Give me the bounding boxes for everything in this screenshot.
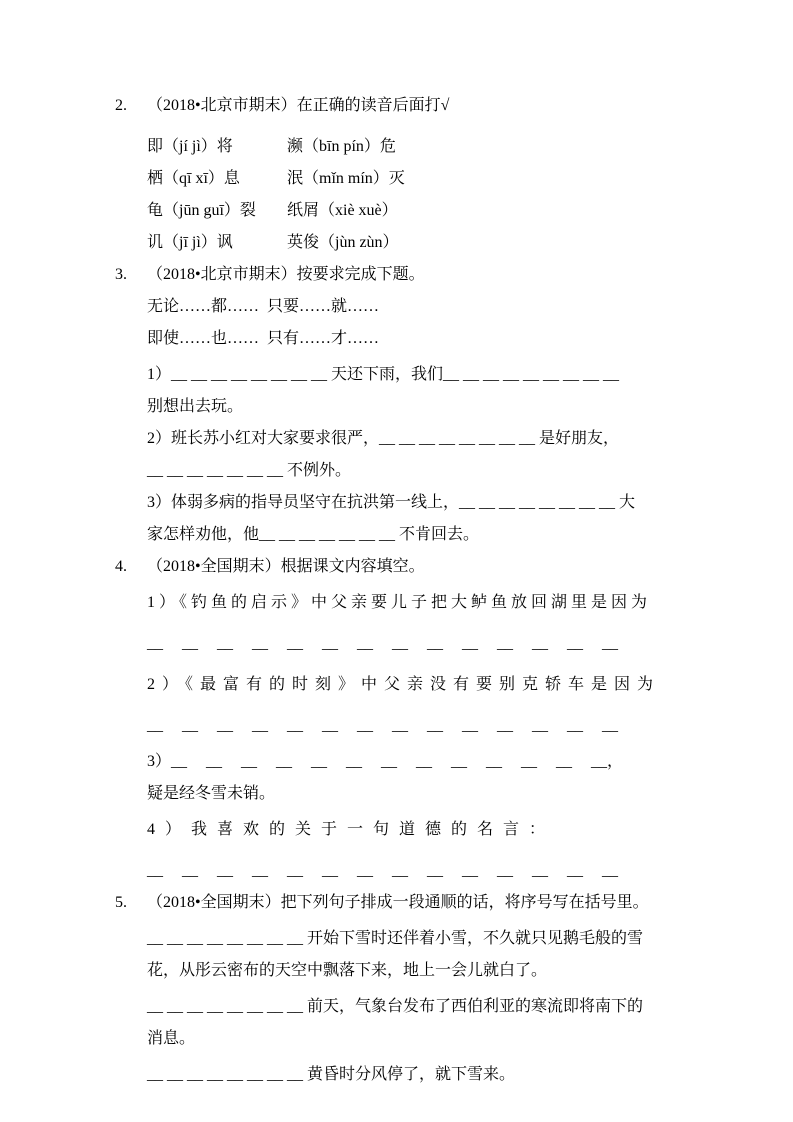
document-line <box>115 1023 683 1055</box>
blank-line <box>115 710 683 742</box>
question-header <box>115 551 683 583</box>
line-text: __ __ __ __ __ __ __ 不例外。 <box>147 462 352 479</box>
pinyin-pair <box>115 131 683 163</box>
document-line <box>115 669 683 701</box>
question-header <box>115 259 683 291</box>
question-title: （2018•全国期末）把下列句子排成一段通顺的话，将序号写在括号里。 <box>147 894 649 911</box>
line-text: __ __ __ __ __ __ __ __ __ __ __ __ __ __ <box>147 717 618 734</box>
line-text: 消息。 <box>147 1030 196 1047</box>
pair-left-text: 龟（jūn guī）裂 <box>147 202 256 219</box>
line-text: 1）《钓鱼的启示》中父亲要儿子把大鲈鱼放回湖里是因为 <box>147 594 652 611</box>
document-line <box>115 746 683 778</box>
line-text: __ __ __ __ __ __ __ __ 前天，气象台发布了西伯利亚的寒流即将南下的 <box>147 998 644 1015</box>
line-text: 花，从彤云密布的天空中飘落下来，地上一会儿就白了。 <box>147 962 548 979</box>
line-text: __ __ __ __ __ __ __ __ 黄昏时分风停了，就下雪来。 <box>147 1066 516 1083</box>
line-text: 别想出去玩。 <box>147 398 244 415</box>
document-line <box>115 1059 683 1091</box>
document-line <box>115 423 683 455</box>
document-line <box>115 391 683 423</box>
question-header <box>115 887 683 919</box>
line-text: 3）__ __ __ __ __ __ __ __ __ __ __ __ __， <box>147 753 624 770</box>
line-text: __ __ __ __ __ __ __ __ 开始下雪时还伴着小雪，不久就只见鹅毛般的雪 <box>147 930 644 947</box>
document-line <box>115 291 683 323</box>
document-line <box>115 323 683 355</box>
question-header <box>115 90 683 122</box>
line-text: 3）体弱多病的指导员坚守在抗洪第一线上，__ __ __ __ __ __ __ __ 大 <box>147 494 636 511</box>
document-line <box>115 455 683 487</box>
pair-left-text: 栖（qī xī）息 <box>147 170 240 187</box>
document-line <box>115 814 683 846</box>
question-number: 3. <box>115 266 127 283</box>
question-title: （2018•北京市期末）按要求完成下题。 <box>147 266 425 283</box>
document-line <box>115 923 683 955</box>
pair-left-text: 讥（jī jì）讽 <box>147 234 233 251</box>
document-line <box>115 587 683 619</box>
pair-right-text: 泯（mǐn mín）灭 <box>287 170 405 187</box>
line-text: 即使……也…… 只有……才…… <box>147 330 380 347</box>
question-title: （2018•全国期末）根据课文内容填空。 <box>147 558 425 575</box>
document-line <box>115 359 683 391</box>
blank-line <box>115 628 683 660</box>
blank-line <box>115 855 683 887</box>
line-text: 家怎样劝他，他__ __ __ __ __ __ __ 不肯回去。 <box>147 526 480 543</box>
pair-right-text: 纸屑（xiè xuè） <box>287 202 398 219</box>
pair-right-text: 濒（bīn pín）危 <box>287 138 396 155</box>
line-text: 2）《最富有的时刻》中父亲没有要别克轿车是因为 <box>147 676 661 693</box>
line-text: __ __ __ __ __ __ __ __ __ __ __ __ __ __ <box>147 862 618 879</box>
pair-left-text: 即（jí jì）将 <box>147 138 233 155</box>
question-number: 2. <box>115 97 127 114</box>
document-line <box>115 519 683 551</box>
pinyin-pair <box>115 163 683 195</box>
document-body <box>115 90 683 1091</box>
question-number: 5. <box>115 894 127 911</box>
pair-right-text: 英俊（jùn zùn） <box>287 234 399 251</box>
pinyin-pair <box>115 195 683 227</box>
document-line <box>115 487 683 519</box>
line-text: 4）我喜欢的关于一句道德的名言： <box>147 821 556 838</box>
line-text: 疑是经冬雪未销。 <box>147 785 276 802</box>
question-number: 4. <box>115 558 127 575</box>
line-text: 2）班长苏小红对大家要求很严，__ __ __ __ __ __ __ __ 是好朋友， <box>147 430 620 447</box>
line-text: __ __ __ __ __ __ __ __ __ __ __ __ __ __ <box>147 635 618 652</box>
line-text: 无论……都…… 只要……就…… <box>147 298 380 315</box>
pinyin-pair <box>115 227 683 259</box>
line-text: 1）__ __ __ __ __ __ __ __ 天还下雨，我们__ __ __ __ __ __ __ __ __ <box>147 366 620 383</box>
document-line <box>115 955 683 987</box>
document-line <box>115 778 683 810</box>
question-title: （2018•北京市期末）在正确的读音后面打√ <box>147 97 450 114</box>
document-line <box>115 991 683 1023</box>
